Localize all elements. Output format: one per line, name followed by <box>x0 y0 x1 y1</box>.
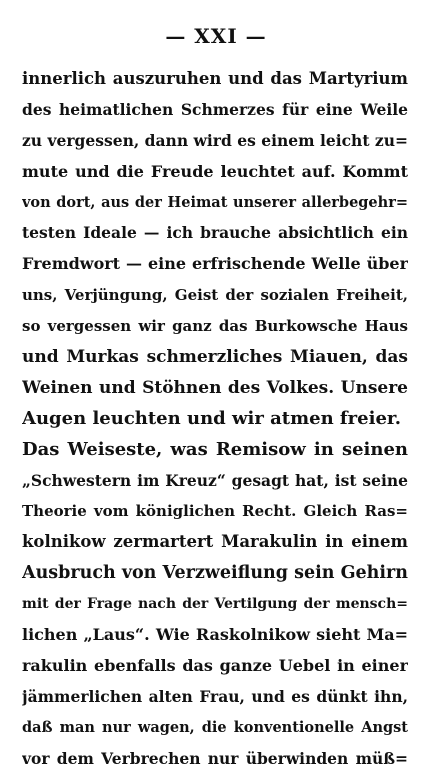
page-number: — XXI — <box>165 24 267 48</box>
text-line: mit der Frage nach der Vertilgung der mensch= <box>22 596 408 613</box>
text-line: so vergessen wir ganz das Burkowsche Haus <box>22 317 408 336</box>
text-line: vor dem Verbrechen nur überwinden müß= <box>22 748 408 768</box>
text-line: „Schwestern im Kreuz“ gesagt hat, ist seine <box>22 470 408 490</box>
text-line: daß man nur wagen, die konventionelle Angst <box>22 718 408 736</box>
text-line: Ausbruch von Verzweiflung sein Gehirn <box>22 563 408 584</box>
body-text <box>22 64 408 774</box>
text-line: testen Ideale — ich brauche absichtlich ein <box>22 223 408 243</box>
text-line: Weinen und Stöhnen des Volkes. Unsere <box>22 377 408 398</box>
text-line: Das Weiseste, was Remisow in seinen <box>22 438 408 460</box>
text-line: jämmerlichen alten Frau, und es dünkt ihn, <box>22 686 408 706</box>
text-line: Augen leuchten und wir atmen freier. <box>22 407 401 429</box>
text-line: und Murkas schmerzliches Miauen, das <box>22 347 408 368</box>
text-line: Theorie vom königlichen Recht. Gleich Ras= <box>22 502 408 521</box>
text-line: uns, Verjüngung, Geist der sozialen Freiheit, <box>22 286 408 305</box>
text-line: rakulin ebenfalls das ganze Uebel in einer <box>22 655 408 675</box>
text-line: des heimatlichen Schmerzes für eine Weile <box>22 99 408 119</box>
text-line: von dort, aus der Heimat unserer allerbegehr= <box>22 193 408 211</box>
text-line: kolnikow zermartert Marakulin in einem <box>22 532 408 552</box>
text-line: mute und die Freude leuchtet auf. Kommt <box>22 161 408 181</box>
text-line: Fremdwort — eine erfrischende Welle über <box>22 254 408 274</box>
text-line: innerlich auszuruhen und das Martyrium <box>22 69 408 88</box>
text-line: lichen „Laus“. Wie Raskolnikow sieht Ma= <box>22 625 408 645</box>
text-line: zu vergessen, dann wird es einem leicht zu= <box>22 130 408 150</box>
